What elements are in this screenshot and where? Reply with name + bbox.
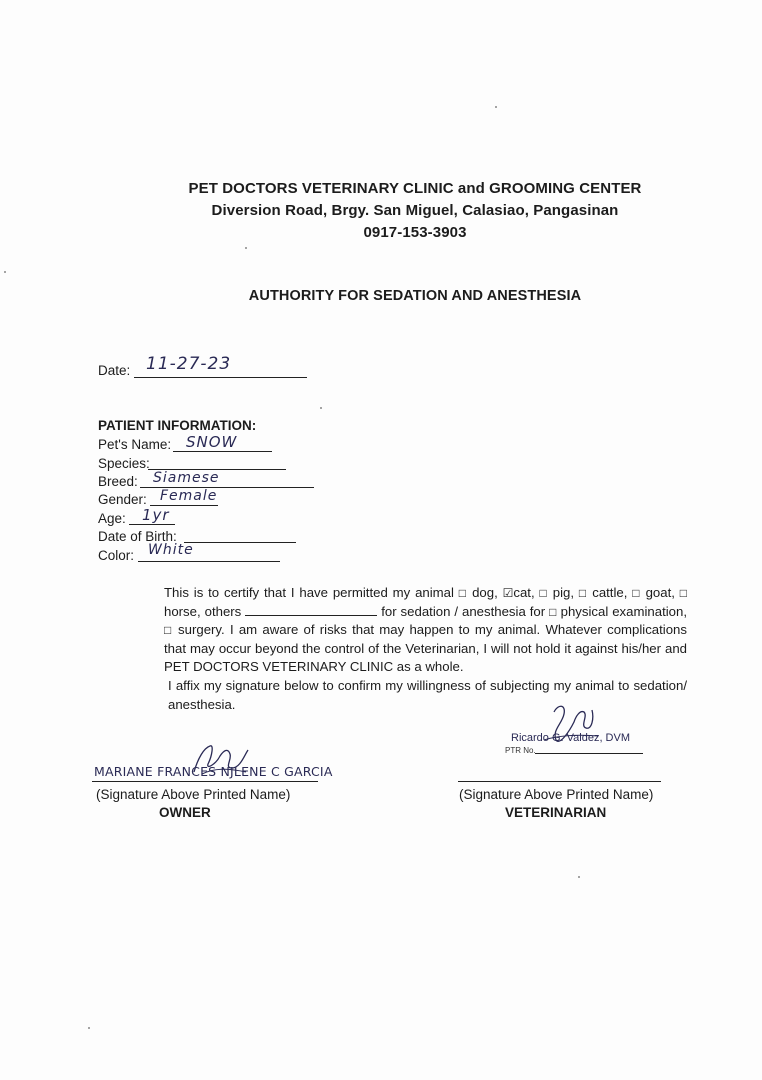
checkbox-goat: □ xyxy=(632,586,641,600)
option-goat: goat, xyxy=(645,585,675,600)
patient-info-heading: PATIENT INFORMATION: xyxy=(98,418,257,433)
dob-line xyxy=(184,542,296,543)
date-label: Date: xyxy=(98,363,131,378)
owner-caption: (Signature Above Printed Name) xyxy=(96,787,291,802)
others-blank xyxy=(245,603,377,616)
age-line xyxy=(129,524,175,525)
date-value: 11-27-23 xyxy=(146,354,232,374)
scan-speck xyxy=(88,1027,90,1029)
checkbox-cat-checked: ☑ xyxy=(502,586,514,600)
vet-signature-line xyxy=(458,781,661,782)
option-physical: physical examination, xyxy=(560,603,688,619)
consent-intro: This is to certify that I have permitted my animal xyxy=(164,585,454,600)
ptr-label: PTR No. xyxy=(505,746,536,755)
color-value: White xyxy=(148,542,194,558)
pet-name-line xyxy=(173,451,272,452)
date-line xyxy=(134,377,307,378)
checkbox-pig: □ xyxy=(539,586,548,600)
breed-value: Siamese xyxy=(153,470,220,486)
dob-label: Date of Birth: xyxy=(98,529,177,544)
scan-speck xyxy=(578,876,580,878)
clinic-name: PET DOCTORS VETERINARY CLINIC and GROOMING CENTER xyxy=(188,180,642,197)
option-dog: dog, xyxy=(472,585,498,600)
option-cat: cat, xyxy=(513,585,535,600)
ptr-line xyxy=(535,753,643,754)
scan-speck xyxy=(4,271,6,273)
scan-speck xyxy=(495,106,497,108)
owner-signature-line xyxy=(92,781,318,782)
owner-role: OWNER xyxy=(159,805,211,820)
gender-label: Gender: xyxy=(98,492,147,507)
age-label: Age: xyxy=(98,511,126,526)
option-surgery: surgery. xyxy=(178,622,225,638)
option-purpose: for sedation / anesthesia for xyxy=(381,603,546,619)
vet-printed-name: Ricardo G. Valdez, DVM xyxy=(511,732,631,744)
clinic-address: Diversion Road, Brgy. San Miguel, Calasiao, Pangasinan xyxy=(211,202,619,219)
checkbox-dog: □ xyxy=(458,586,468,600)
pet-name-label: Pet's Name: xyxy=(98,437,172,452)
breed-label: Breed: xyxy=(98,474,138,489)
option-cattle: cattle, xyxy=(592,585,628,600)
owner-printed-name: MARIANE FRANCES NJLENE C GARCIA xyxy=(94,764,333,779)
color-line xyxy=(138,561,280,562)
age-value: 1yr xyxy=(142,506,170,524)
checkbox-surgery: □ xyxy=(164,623,173,638)
gender-value: Female xyxy=(160,488,218,504)
consent-affirm: I affix my signature below to confirm my willingness of subjecting my animal to sedation/ anesthesia. xyxy=(168,677,687,712)
scan-speck xyxy=(320,407,322,409)
species-label: Species: xyxy=(98,456,150,471)
pet-name-value: SNOW xyxy=(186,433,238,451)
scan-speck xyxy=(245,247,247,249)
color-label: Color: xyxy=(98,548,135,563)
checkbox-cattle: □ xyxy=(578,586,588,600)
checkbox-physical: □ xyxy=(549,604,557,619)
vet-caption: (Signature Above Printed Name) xyxy=(459,787,654,802)
consent-body: I am aware of risks that may happen to my animal. Whatever complications that may occur beyond the control of the Veterinarian, I will not hold it against his/her and PET DOCTORS VETERINARY CLINIC as a whole. xyxy=(164,622,687,675)
clinic-phone: 0917-153-3903 xyxy=(363,224,467,241)
option-horse: horse, others xyxy=(164,603,242,619)
option-pig: pig, xyxy=(552,585,575,600)
form-title: AUTHORITY FOR SEDATION AND ANESTHESIA xyxy=(248,288,582,304)
consent-paragraph xyxy=(98,584,687,714)
checkbox-horse: □ xyxy=(679,586,688,600)
vet-role: VETERINARIAN xyxy=(505,805,607,820)
